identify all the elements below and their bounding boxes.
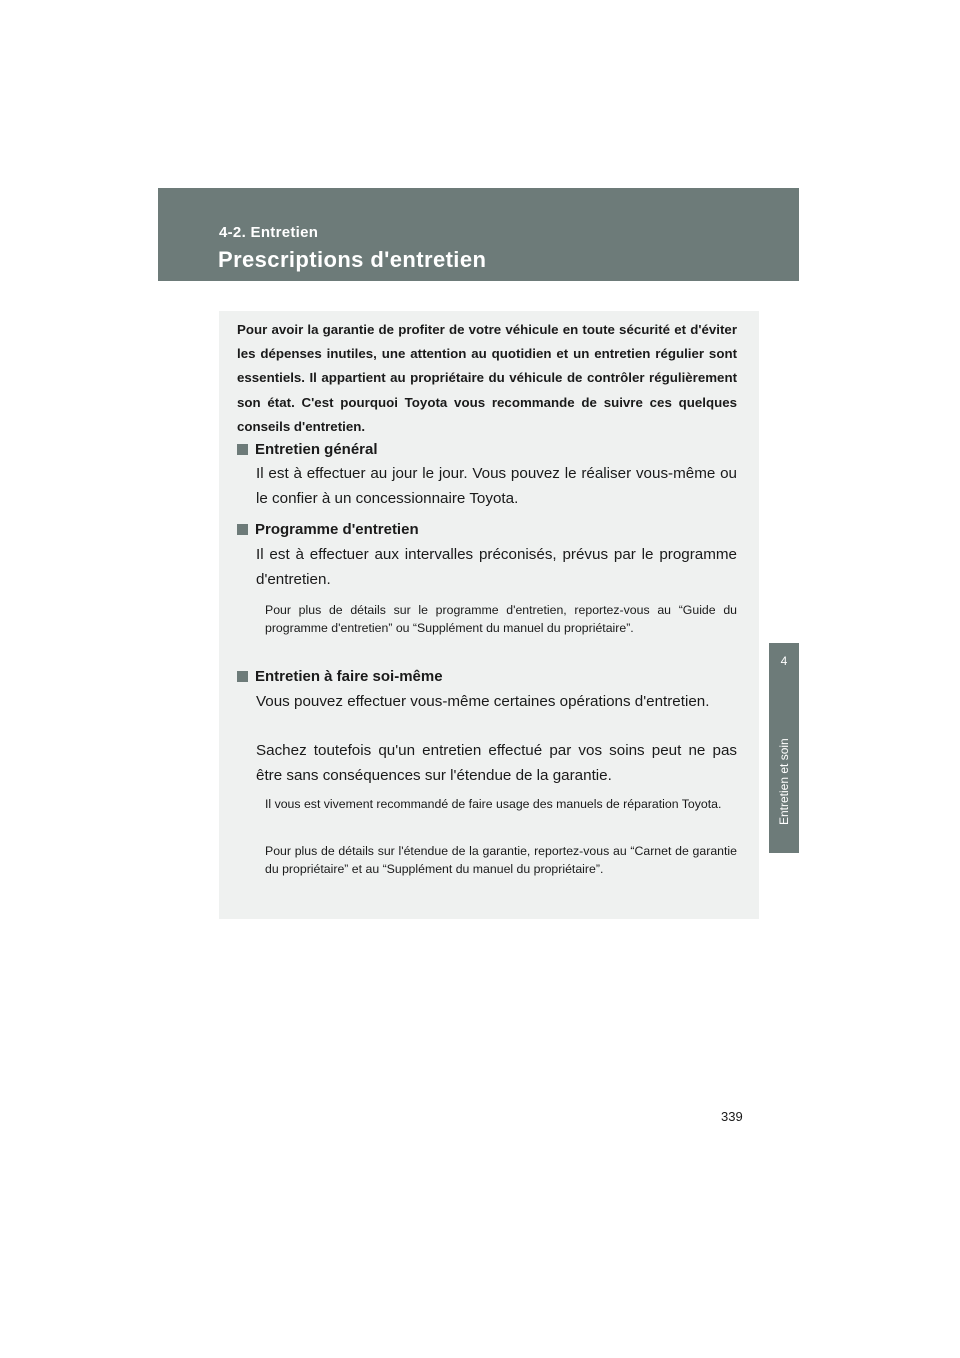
heading-text: Entretien général	[255, 441, 378, 458]
chapter-label: Entretien et soin	[777, 738, 791, 825]
heading-text: Entretien à faire soi-même	[255, 668, 443, 685]
square-bullet-icon	[237, 524, 248, 535]
note-maintenance-schedule: Pour plus de détails sur le programme d'entretien, reportez-vous au “Guide du programme d'entretien” ou “Supplément du manuel du propriétaire”.	[265, 603, 737, 635]
intro-paragraph: Pour avoir la garantie de profiter de votre véhicule en toute sécurité et d'éviter les dépenses inutiles, une attention au quotidien et un entretien régulier sont essentiels. Il appartient au propriétaire du véhicule de contrôler régulièrement son état. C'est pourquoi Toyota vous recommande de suivre ces quelques conseils d'entretien.	[237, 322, 737, 434]
note-diy-maintenance-1: Il vous est vivement recommandé de faire usage des manuels de réparation Toyota.	[265, 797, 722, 811]
square-bullet-icon	[237, 444, 248, 455]
chapter-number: 4	[780, 654, 788, 668]
heading-general-maintenance	[237, 441, 378, 458]
chapter-tab	[769, 643, 799, 853]
body-diy-maintenance-1: Vous pouvez effectuer vous-même certaines opérations d'entretien.	[256, 693, 710, 710]
page-number: 339	[721, 1109, 743, 1124]
heading-diy-maintenance	[237, 668, 443, 685]
body-diy-maintenance-2: Sachez toutefois qu'un entretien effectué par vos soins peut ne pas être sans conséquences sur l'étendue de la garantie.	[256, 742, 737, 784]
heading-maintenance-schedule	[237, 521, 419, 538]
note-diy-maintenance-2: Pour plus de détails sur l'étendue de la garantie, reportez-vous au “Carnet de garantie du propriétaire” et au “Supplément du manuel du propriétaire”.	[265, 844, 737, 876]
heading-text: Programme d'entretien	[255, 521, 419, 538]
page-title: Prescriptions d'entretien	[218, 247, 487, 272]
square-bullet-icon	[237, 671, 248, 682]
body-general-maintenance: Il est à effectuer au jour le jour. Vous pouvez le réaliser vous-même ou le confier à un concessionnaire Toyota.	[256, 465, 737, 507]
section-label: 4-2. Entretien	[219, 224, 319, 241]
body-maintenance-schedule: Il est à effectuer aux intervalles préconisés, prévus par le programme d'entretien.	[256, 546, 737, 588]
